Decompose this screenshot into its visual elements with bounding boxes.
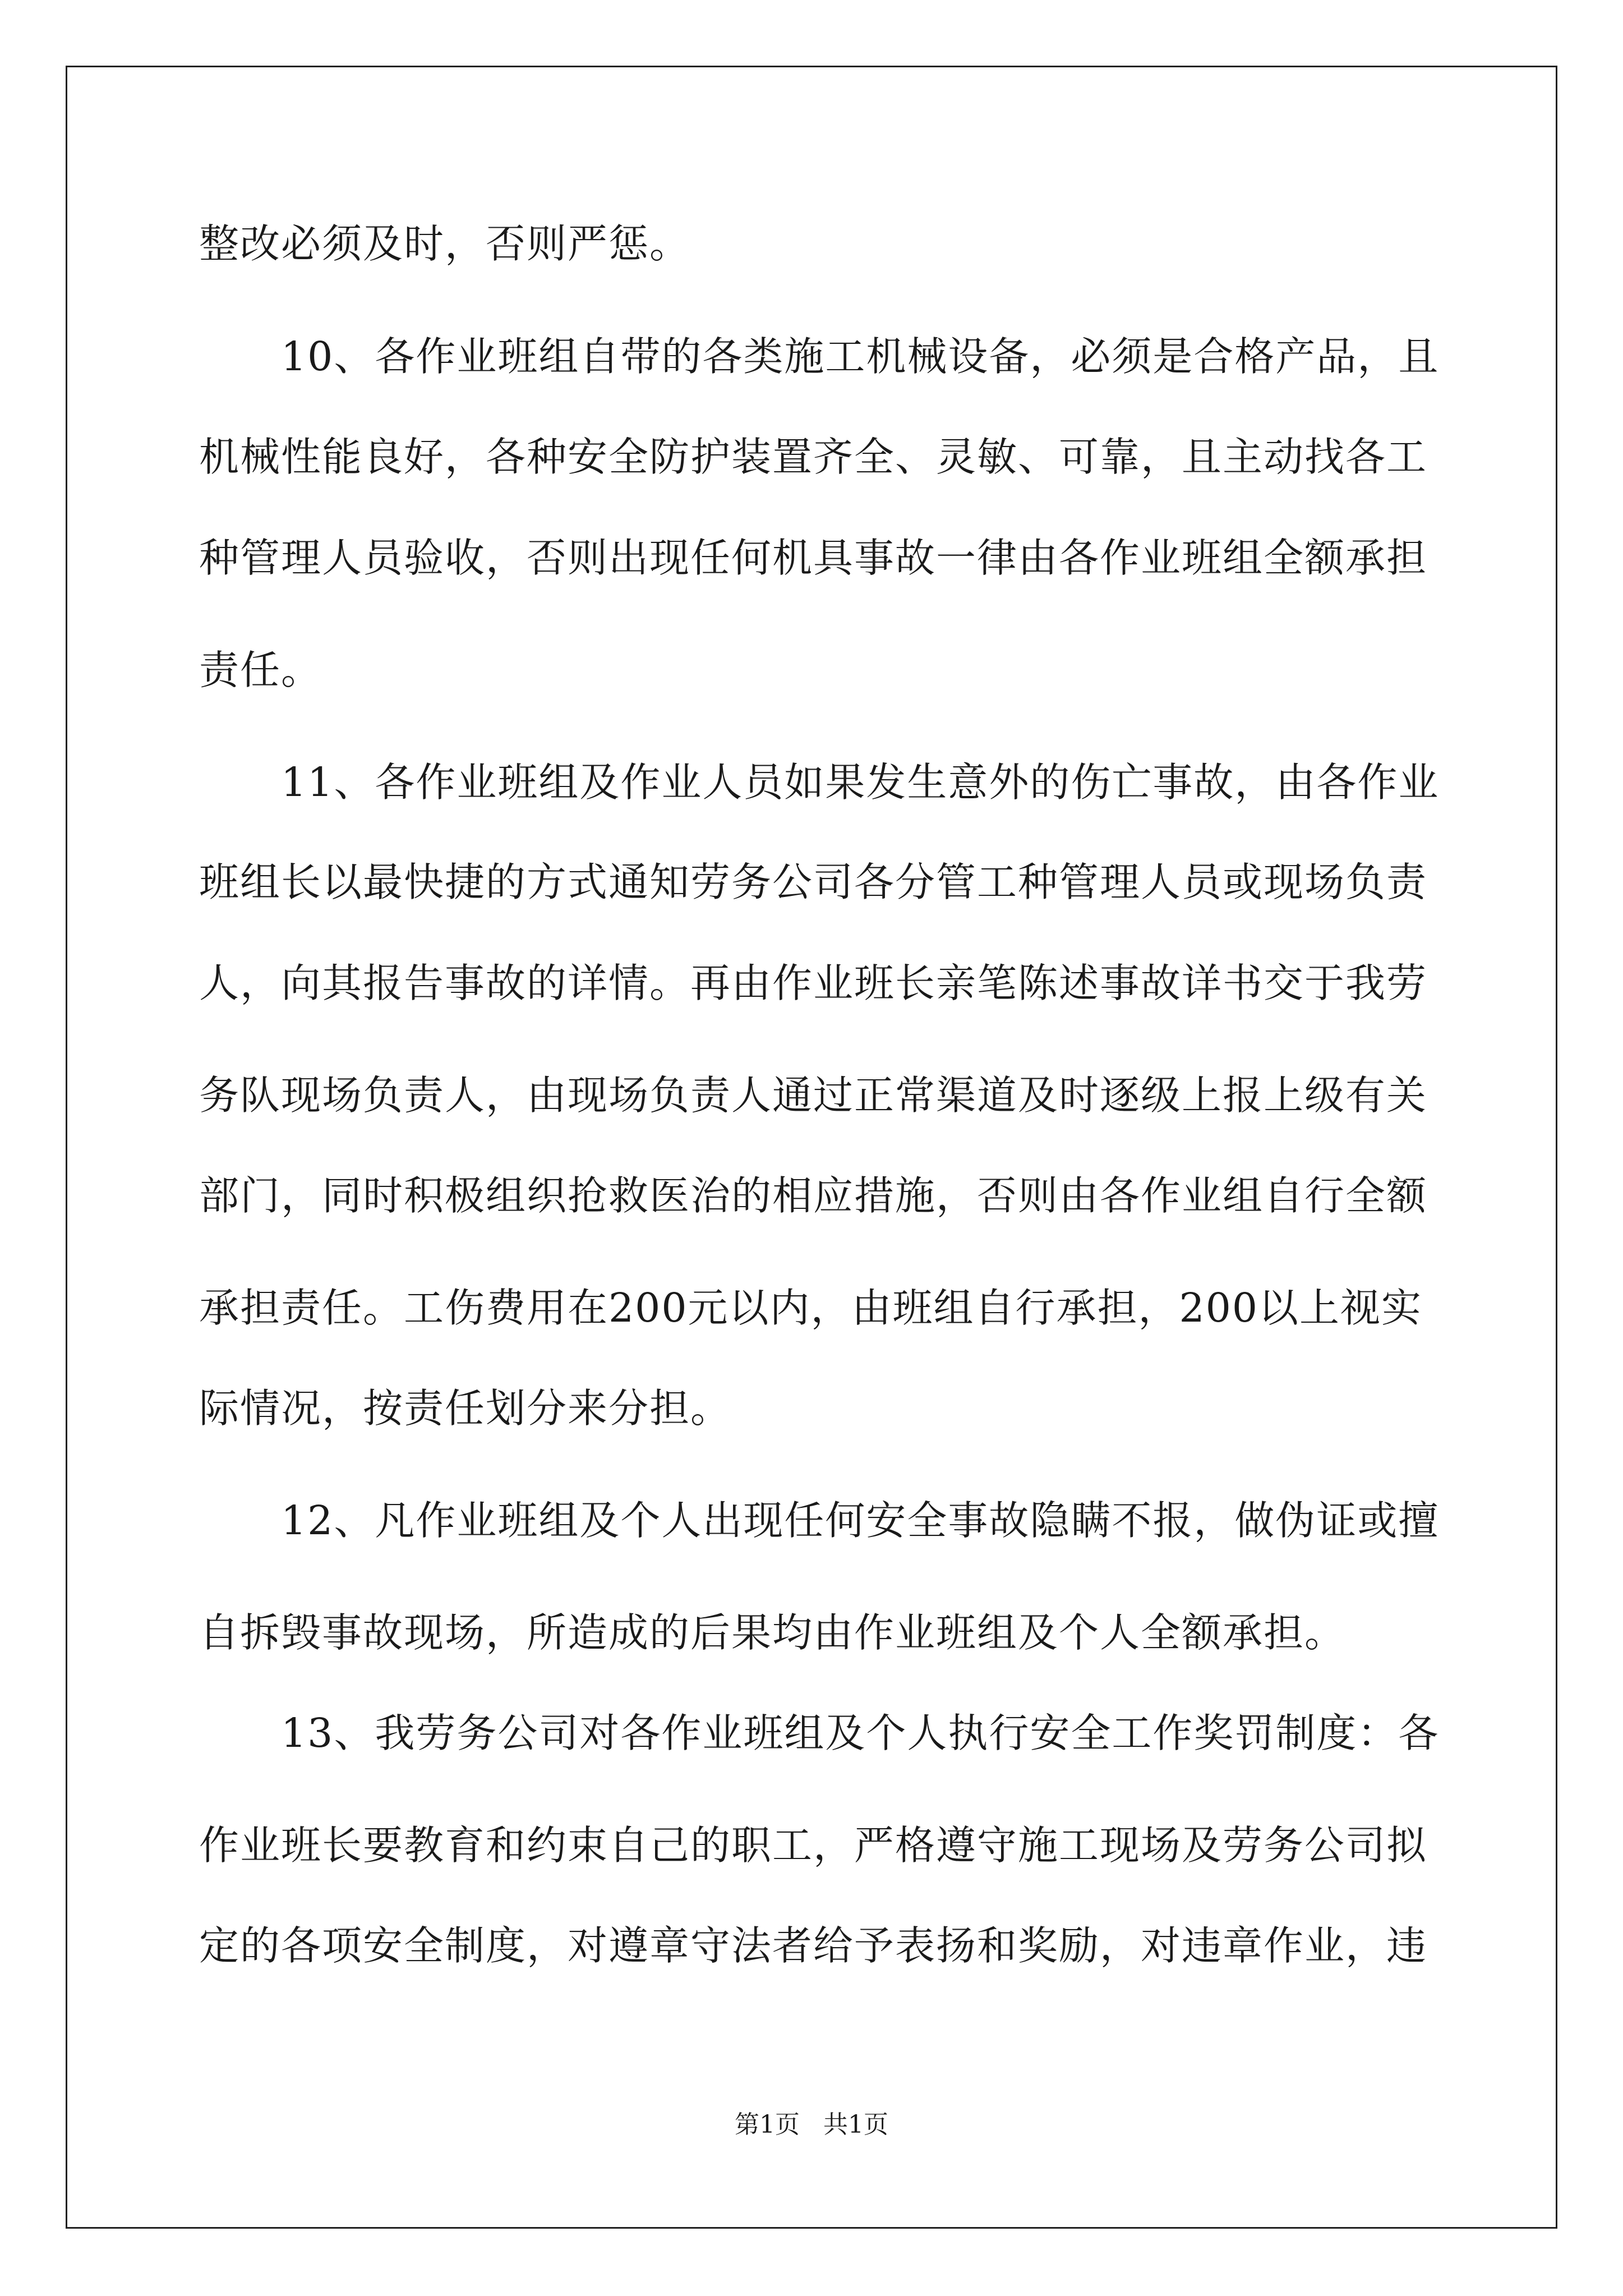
text-line: 整改必须及时，否则严惩。 [199,220,691,267]
text-line: 责任。 [199,647,322,693]
page-number-footer: 第1页 共1页 [735,2110,888,2139]
text-line: 际情况，按责任划分来分担。 [199,1385,732,1432]
text-line: 13、我劳务公司对各作业班组及个人执行安全工作奖罚制度：各 [199,1710,1440,1756]
text-line: 定的各项安全制度，对遵章守法者给予表扬和奖励，对违章作业，违 [199,1922,1428,1969]
text-line: 作业班长要教育和约束自己的职工，严格遵守施工现场及劳务公司拟 [199,1822,1428,1869]
text-line: 11、各作业班组及作业人员如果发生意外的伤亡事故，由各作业 [199,759,1440,806]
text-line: 班组长以最快捷的方式通知劳务公司各分管工种管理人员或现场负责 [199,859,1428,905]
page-border [66,66,1557,2229]
text-line: 部门，同时积极组织抢救医治的相应措施，否则由各作业组自行全额 [199,1172,1428,1219]
text-line: 人，向其报告事故的详情。再由作业班长亲笔陈述事故详书交于我劳 [199,960,1428,1006]
text-line: 种管理人员验收，否则出现任何机具事故一律由各作业班组全额承担 [199,535,1428,581]
text-line: 10、各作业班组自带的各类施工机械设备，必须是合格产品，且 [199,333,1440,380]
text-line: 机械性能良好，各种安全防护装置齐全、灵敏、可靠，且主动找各工 [199,434,1428,480]
text-line: 12、凡作业班组及个人出现任何安全事故隐瞒不报，做伪证或擅 [199,1497,1440,1544]
text-line: 务队现场负责人，由现场负责人通过正常渠道及时逐级上报上级有关 [199,1072,1428,1119]
text-line: 承担责任。工伤费用在200元以内，由班组自行承担，200以上视实 [199,1285,1423,1331]
text-line: 自拆毁事故现场，所造成的后果均由作业班组及个人全额承担。 [199,1609,1346,1656]
